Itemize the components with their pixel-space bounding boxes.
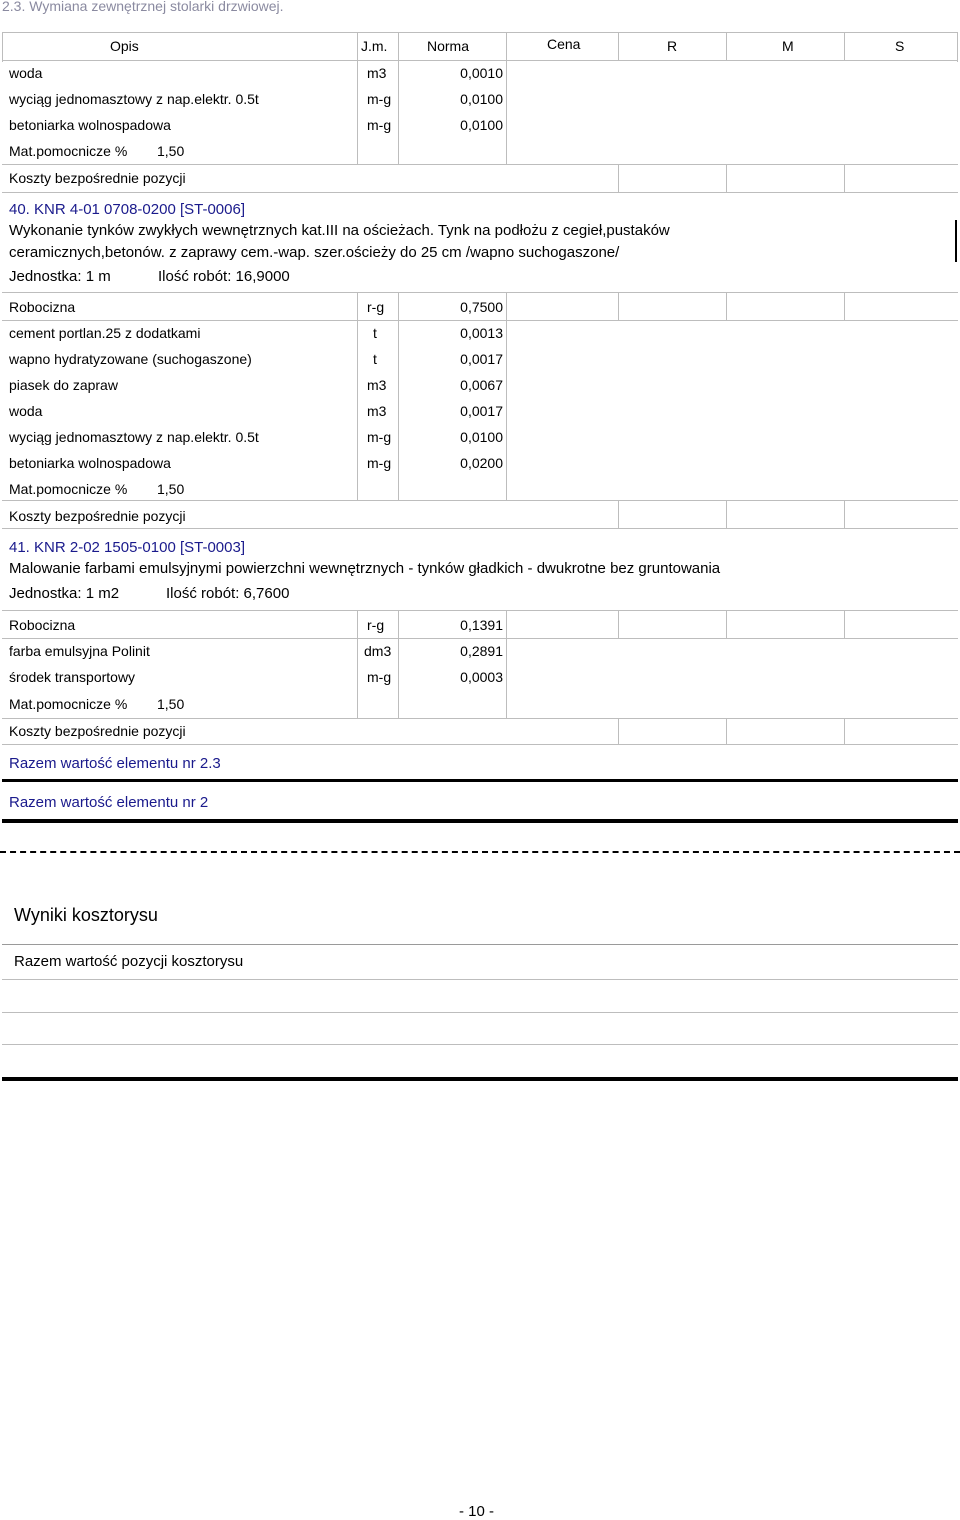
list-item: wyciąg jednomasztowy z nap.elektr. 0.5t: [9, 429, 259, 445]
list-item: 0,0017: [460, 403, 503, 419]
list-item: 0,0003: [460, 669, 503, 685]
col-s: S: [895, 38, 905, 54]
col-cena: Cena: [547, 36, 581, 52]
list-item: 0,0017: [460, 351, 503, 367]
list-item: m-g: [367, 429, 392, 445]
list-item: Robocizna: [9, 617, 76, 633]
list-item: farba emulsyjna Polinit: [9, 643, 150, 659]
position-description: Wykonanie tynków zwykłych wewnętrznych kat.III na ościeżach. Tynk na podłożu z cegieł,pustaków: [9, 222, 670, 239]
col-r: R: [667, 38, 678, 54]
list-item: Robocizna: [9, 299, 76, 315]
list-item: wyciąg jednomasztowy z nap.elektr. 0.5t: [9, 91, 259, 107]
razem-element-2: Razem wartość elementu nr 2: [9, 794, 209, 811]
list-item: 0,7500: [460, 299, 503, 315]
mat-pomocnicze-label: Mat.pomocnicze %: [9, 481, 128, 497]
list-item: m3: [367, 65, 387, 81]
list-item: 0,0200: [460, 455, 503, 471]
position-unit: Jednostka: 1 m: [9, 268, 111, 285]
list-item: środek transportowy: [9, 669, 136, 685]
koszty-bezposrednie: Koszty bezpośrednie pozycji: [9, 508, 186, 524]
list-item: 0,0013: [460, 325, 503, 341]
position-description: Malowanie farbami emulsyjnymi powierzchni wewnętrznych - tynków gładkich - dwukrotne bez gruntowania: [9, 560, 721, 577]
position-header: 40. KNR 4-01 0708-0200 [ST-0006]: [9, 201, 245, 218]
list-item: m3: [367, 377, 387, 393]
list-item: 0,0100: [460, 91, 503, 107]
list-item: m-g: [367, 117, 392, 133]
list-item: cement portlan.25 z dodatkami: [9, 325, 201, 341]
razem-pozycji-label: Razem wartość pozycji kosztorysu: [14, 953, 244, 970]
mat-pomocnicze-value: 1,50: [157, 696, 185, 712]
list-item: 0,1391: [460, 617, 503, 633]
page-separator: [0, 851, 960, 853]
list-item: 0,0100: [460, 429, 503, 445]
col-norma: Norma: [427, 38, 470, 54]
position-quantity: Ilość robót: 16,9000: [158, 268, 290, 285]
position-description: ceramicznych,betonów. z zaprawy cem.-wap. szer.ościeży do 25 cm /wapno suchogaszone/: [9, 244, 620, 261]
list-item: 0,0067: [460, 377, 503, 393]
list-item: wapno hydratyzowane (suchogaszone): [9, 351, 252, 367]
wyniki-title: Wyniki kosztorysu: [14, 905, 158, 925]
mat-pomocnicze-value: 1,50: [157, 143, 185, 159]
list-item: betoniarka wolnospadowa: [9, 117, 171, 133]
list-item: m3: [367, 403, 387, 419]
page-number: - 10 -: [459, 1503, 495, 1520]
mat-pomocnicze-value: 1,50: [157, 481, 185, 497]
list-item: betoniarka wolnospadowa: [9, 455, 171, 471]
koszty-bezposrednie: Koszty bezpośrednie pozycji: [9, 723, 186, 739]
list-item: r-g: [367, 617, 385, 633]
list-item: m-g: [367, 455, 392, 471]
col-opis: Opis: [110, 38, 139, 54]
list-item: 0,0100: [460, 117, 503, 133]
section-title: 2.3. Wymiana zewnętrznej stolarki drzwiowej.: [2, 0, 284, 14]
col-m: M: [782, 38, 794, 54]
list-item: woda: [9, 403, 43, 419]
position-header: 41. KNR 2-02 1505-0100 [ST-0003]: [9, 539, 245, 556]
list-item: dm3: [364, 643, 392, 659]
list-item: t: [373, 325, 377, 341]
mat-pomocnicze-label: Mat.pomocnicze %: [9, 696, 128, 712]
col-jm: J.m.: [361, 38, 388, 54]
list-item: r-g: [367, 299, 385, 315]
list-item: m-g: [367, 669, 392, 685]
position-quantity: Ilość robót: 6,7600: [166, 585, 290, 602]
mat-pomocnicze-label: Mat.pomocnicze %: [9, 143, 128, 159]
list-item: woda: [9, 65, 43, 81]
razem-element-2-3: Razem wartość elementu nr 2.3: [9, 755, 221, 772]
list-item: 0,0010: [460, 65, 503, 81]
koszty-bezposrednie: Koszty bezpośrednie pozycji: [9, 170, 186, 186]
position-unit: Jednostka: 1 m2: [9, 585, 120, 602]
list-item: 0,2891: [460, 643, 503, 659]
list-item: piasek do zapraw: [9, 377, 118, 393]
list-item: t: [373, 351, 377, 367]
list-item: m-g: [367, 91, 392, 107]
